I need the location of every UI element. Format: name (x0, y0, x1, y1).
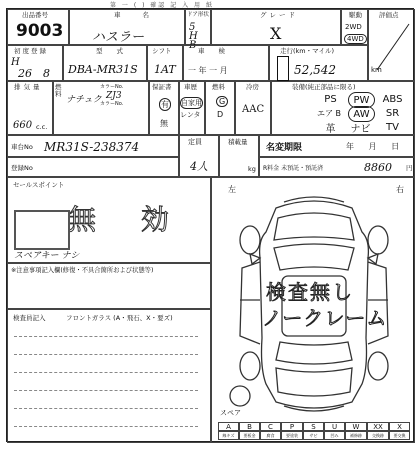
eq-pw: PW (348, 92, 375, 108)
mileage-box (277, 56, 289, 81)
legend-code-p: P (281, 422, 303, 431)
legend-meaning-w: 補修跡 (345, 431, 367, 440)
lot-no-label: 出品番号 (22, 11, 48, 19)
color-cell (53, 81, 149, 135)
inspection-cell (183, 45, 269, 81)
inspector-section (7, 309, 211, 443)
no-inspection-stamp-line1: 検査無し (266, 280, 354, 304)
eq-abs: ABS (382, 93, 403, 105)
capacity-value: 4人 (190, 160, 208, 173)
grade-cell (211, 9, 341, 45)
reg-month: 8 (43, 67, 50, 80)
fuel-label-2: 燃料 (212, 83, 225, 91)
legend-meaning-c: 腐食 (260, 431, 281, 440)
fuel-diesel: D (217, 110, 224, 119)
legend-code-x: X (389, 422, 410, 431)
sales-point-label: セールスポイント (13, 181, 65, 189)
car-name-cell (69, 9, 185, 45)
mileage-cell (269, 45, 368, 81)
fuel-gas: G (216, 96, 228, 107)
warranty-yes: 有 (161, 100, 169, 109)
legend-code-xx: XX (367, 422, 389, 431)
reg-year: 26 (18, 67, 32, 80)
legend-code-c: C (260, 422, 281, 431)
grade-value: X (270, 24, 282, 43)
note-line-4 (14, 390, 198, 391)
right-side-label: 右 (396, 185, 404, 194)
model-label: 型式 (96, 47, 137, 55)
eq-ps: PS (324, 93, 337, 105)
warranty-no: 無 (160, 119, 168, 128)
left-side-label: 左 (228, 185, 236, 194)
legend-meaning-s: サビ (303, 431, 324, 440)
fuel-cell (205, 81, 235, 135)
grade-label: グレード (260, 11, 298, 19)
color-no-label: カラーNo. (100, 84, 124, 90)
legend-meaning-u: 凹み (324, 431, 345, 440)
car-name-label: 車名 (114, 11, 171, 19)
inspector-label: 検査員記入 (13, 314, 46, 322)
color-value: ナチュク (66, 95, 102, 105)
shift-value: 1AT (154, 63, 176, 76)
legend-code-s: S (303, 422, 324, 431)
cc-unit: c.c. (36, 123, 48, 131)
no-inspection-stamp-line2: ノークレーム (262, 306, 388, 330)
reg-era: H (11, 57, 20, 68)
first-registration-label: 初度登録 (14, 47, 48, 55)
doors-cell (185, 9, 211, 51)
eq-navi: ナビ (350, 123, 371, 135)
name-change-date: 年 月 日 (346, 142, 400, 151)
eq-sr: SR (385, 107, 400, 119)
chassis-cell (7, 135, 179, 157)
color-no-value: ZJ3 (106, 91, 122, 101)
model-value: DBA-MR31S (68, 63, 138, 76)
legend-meaning-x: 要交換 (389, 431, 410, 440)
load-cell (219, 135, 259, 177)
note-line-6 (14, 426, 198, 427)
chassis-value: MR31S-238374 (44, 140, 140, 154)
color-no-label-2: カラーNo. (100, 101, 124, 107)
windshield-label: フロントガラス (A・飛石、X・要ズ) (66, 314, 173, 322)
mileage-value: 52,542 (294, 63, 336, 77)
capacity-cell (179, 135, 219, 177)
ac-value: AAC (242, 104, 265, 115)
damage-legend (218, 422, 410, 440)
recycle-label: R料金 未預託・預託済 (263, 165, 324, 172)
doors-label: ドア形状 (187, 12, 209, 18)
history-label: 車歴 (184, 83, 197, 91)
spare-label: スペア (220, 409, 241, 417)
invalid-stamp: 無 効 (68, 203, 187, 236)
legend-meaning-b: 要板金 (239, 431, 260, 440)
displacement-value: 660 (13, 120, 33, 131)
history-rental: レンタ (180, 111, 201, 119)
equipment-label: 装備(純正部品に限る) (292, 83, 356, 91)
recycle-yen: 円 (406, 164, 413, 172)
note-line-3 (14, 372, 198, 373)
sales-point-section (7, 177, 211, 263)
note-line-2 (14, 354, 198, 355)
ac-cell (235, 81, 271, 135)
warranty-label: 保証書 (152, 83, 172, 91)
notice-label: ※注意事項記入欄(修復・不具合箇所および状態等) (11, 267, 154, 274)
legend-code-b: B (239, 422, 260, 431)
eq-airbag: エア B (316, 108, 342, 118)
legend-code-w: W (345, 422, 367, 431)
spare-tire-icon (228, 384, 252, 408)
capacity-label: 定員 (188, 138, 202, 146)
score-label: 評価点 (379, 11, 399, 19)
drive-cell (341, 9, 368, 45)
mileage-label: 走行(km・マイル) (280, 47, 335, 55)
note-line-5 (14, 408, 198, 409)
eq-tv: TV (386, 121, 399, 133)
displacement-label: 排気量 (14, 83, 43, 91)
sales-note: スペアキー ナシ (14, 251, 80, 261)
doors-value: 5HB (189, 22, 198, 51)
fuel-label: 燃料 (55, 83, 62, 98)
legend-code-u: U (324, 422, 345, 431)
notice-section (7, 263, 211, 309)
first-registration-cell (7, 45, 63, 81)
ac-label: 冷房 (246, 83, 259, 91)
load-unit: kg (248, 165, 256, 173)
model-cell (63, 45, 147, 81)
warranty-cell (149, 81, 179, 135)
note-line-1 (14, 336, 198, 337)
eq-aw: AW (348, 106, 375, 122)
legend-meaning-p: 要塗装 (281, 431, 303, 440)
reg-no-cell (7, 157, 179, 177)
top-strip: 第 一 ( ) 確認 記 入 用 紙 (110, 2, 214, 9)
recycle-cell (259, 157, 415, 177)
car-name: ハスラー (92, 30, 145, 45)
equipment-cell (271, 81, 415, 135)
history-cell (179, 81, 205, 135)
lot-no-cell (7, 9, 69, 45)
invalid-stamp-frame (14, 210, 70, 250)
inspection-label: 車検 (198, 47, 239, 55)
chassis-label: 車台No (11, 143, 33, 151)
drive-2wd: 2WD (345, 23, 362, 31)
drive-label: 駆動 (349, 11, 362, 19)
car-diagram-section (211, 177, 415, 443)
displacement-cell (7, 81, 53, 135)
shift-label: シフト (152, 47, 172, 55)
reg-no-label: 登録No (11, 164, 33, 172)
eq-leather: 革 (325, 123, 336, 135)
auction-inspection-sheet (6, 8, 414, 442)
name-change-cell (259, 135, 415, 157)
history-private: 自家用 (181, 99, 202, 107)
recycle-amount: 8860 (364, 161, 392, 174)
legend-meaning-xx: 交換跡 (367, 431, 389, 440)
legend-meaning-a: 線キズ (218, 431, 239, 440)
drive-4wd: 4WD (344, 34, 367, 44)
legend-code-a: A (218, 422, 239, 431)
inspection-value: 一 年 一 月 (188, 66, 228, 75)
name-change-label: 名変期限 (266, 143, 303, 153)
shift-cell (147, 45, 183, 81)
km-unit: km (371, 66, 382, 74)
load-label: 積載量 (228, 138, 248, 146)
lot-no: 9003 (16, 21, 64, 41)
